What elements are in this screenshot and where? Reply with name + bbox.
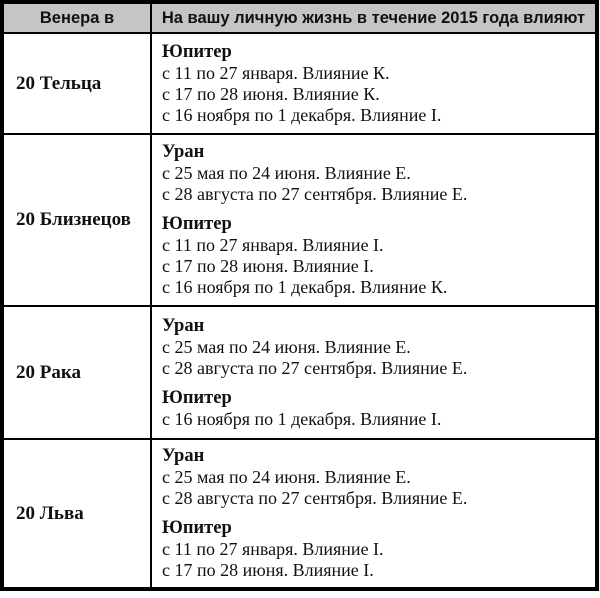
planet-heading: Юпитер	[162, 41, 232, 62]
sign-cell: 20 Тельца	[2, 33, 151, 134]
planet-heading: Юпитер	[162, 214, 232, 234]
planet-block	[162, 446, 585, 509]
sign-cell: 20 Льва	[2, 439, 151, 589]
sign-cell: 20 Рака	[2, 306, 151, 439]
influences-cell	[151, 33, 597, 134]
influences-cell	[151, 306, 597, 439]
planet-heading: Уран	[162, 446, 205, 466]
influence-line: с 16 ноября по 1 декабря. Влияние I.	[162, 104, 442, 125]
planet-block	[162, 316, 585, 379]
planet-heading: Уран	[162, 142, 205, 162]
planet-heading: Юпитер	[162, 518, 232, 538]
influence-line: с 25 мая по 24 июня. Влияние Е.	[162, 467, 411, 487]
header-cell-influences: На вашу личную жизнь в течение 2015 года влияют	[151, 2, 597, 33]
planet-heading: Юпитер	[162, 387, 232, 408]
table-row	[2, 134, 597, 306]
planet-block	[162, 518, 585, 581]
influence-line: с 16 ноября по 1 декабря. Влияние I.	[162, 408, 442, 429]
influence-line: с 25 мая по 24 июня. Влияние Е.	[162, 163, 411, 183]
influence-line: с 11 по 27 января. Влияние I.	[162, 235, 384, 255]
influences-cell	[151, 134, 597, 306]
header-cell-sign: Венера в	[2, 2, 151, 33]
influence-line: с 11 по 27 января. Влияние I.	[162, 539, 384, 559]
planet-block	[162, 388, 585, 430]
influence-line: с 28 августа по 27 сентября. Влияние Е.	[162, 357, 468, 378]
table-row	[2, 306, 597, 439]
influence-line: с 25 мая по 24 июня. Влияние Е.	[162, 336, 411, 357]
table-row	[2, 439, 597, 589]
influences-cell	[151, 439, 597, 589]
influence-line: с 17 по 28 июня. Влияние К.	[162, 83, 380, 104]
planet-block	[162, 214, 585, 298]
influence-line: с 28 августа по 27 сентября. Влияние Е.	[162, 184, 468, 204]
influence-line: с 16 ноября по 1 декабря. Влияние К.	[162, 277, 448, 297]
planet-heading: Уран	[162, 315, 205, 336]
influence-line: с 17 по 28 июня. Влияние I.	[162, 256, 374, 276]
sign-cell: 20 Близнецов	[2, 134, 151, 306]
header-row	[2, 2, 597, 33]
planet-block	[162, 42, 585, 126]
planet-block	[162, 142, 585, 205]
influence-line: с 28 августа по 27 сентября. Влияние Е.	[162, 488, 468, 508]
influence-line: с 11 по 27 января. Влияние К.	[162, 62, 390, 83]
table-row	[2, 33, 597, 134]
influence-line: с 17 по 28 июня. Влияние I.	[162, 560, 374, 580]
